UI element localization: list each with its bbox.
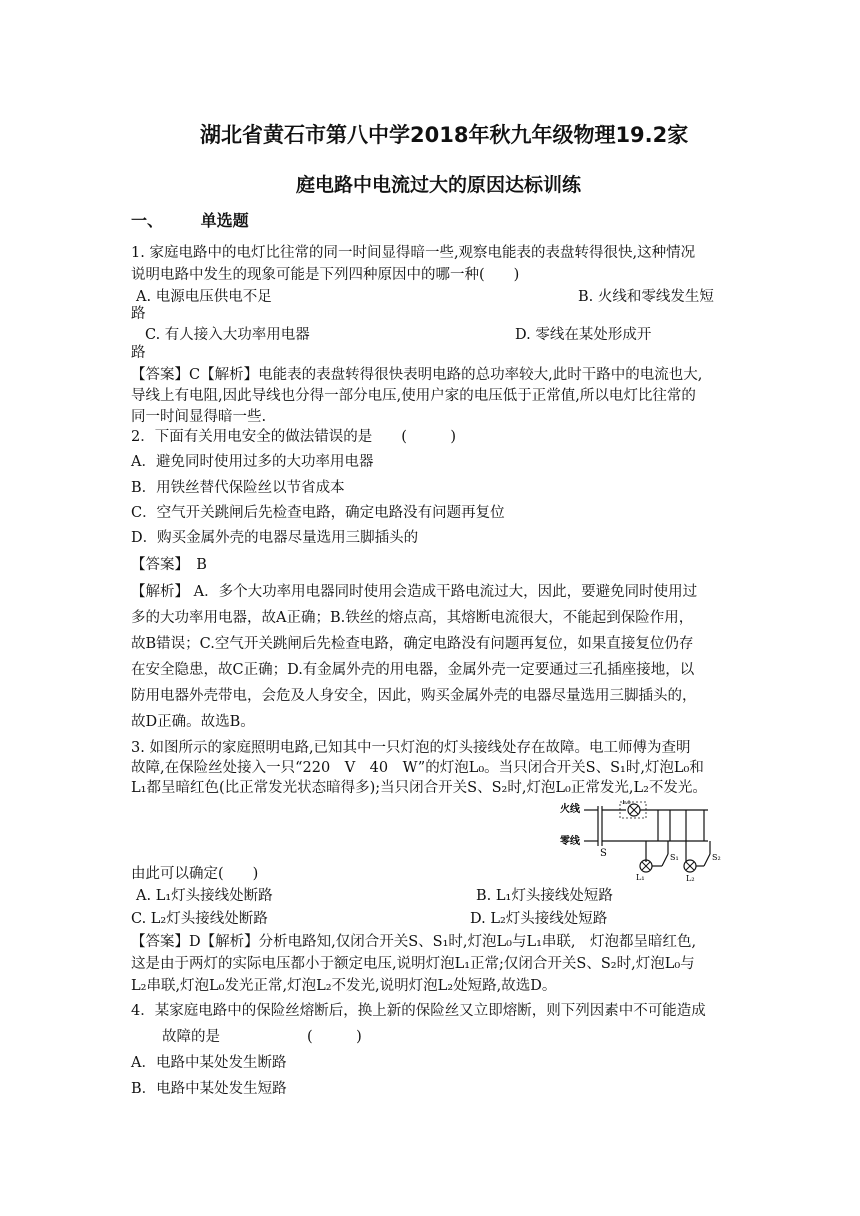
switch-s2-label: S₂: [712, 853, 721, 862]
q1-option-d-cont: 路: [131, 345, 146, 361]
switch-s1-icon: [662, 854, 668, 866]
q1-answer-line2: 导线上有电阻,因此导线也分得一部分电压,使用户家的电压低于正常值,所以电灯比往常的: [131, 388, 696, 404]
q2-explanation-line4: 在安全隐患，故C正确；D.有金属外壳的用电器，金属外壳一定要通过三孔插座接地，以: [131, 662, 695, 678]
q2-option-b: B．用铁丝替代保险丝以节省成本: [131, 480, 345, 496]
q3-option-c: C. L₂灯头接线处断路: [131, 911, 268, 927]
q1-stem-line1: 1. 家庭电路中的电灯比往常的同一时间显得暗一些,观察电能表的表盘转得很快,这种情况: [131, 245, 696, 261]
q1-option-a: A. 电源电压供电不足: [136, 289, 272, 305]
q3-answer-line2: 这是由于两灯的实际电压都小于额定电压,说明灯泡L₁正常;仅闭合开关S、S₂时,灯泡L₀与: [131, 956, 695, 972]
lamp-l0-label: L₀: [622, 800, 631, 806]
q1-option-d: D. 零线在某处形成开: [515, 327, 652, 343]
q2-explanation-line3: 故B错误；C.空气开关跳闸后先检查电路，确定电路没有问题再复位，如果直接复位仍存: [131, 636, 694, 652]
q1-answer-line1: 【答案】C【解析】电能表的表盘转得很快表明电路的总功率较大,此时干路中的电流也大,: [131, 367, 703, 383]
q4-option-a: A．电路中某处发生断路: [131, 1055, 287, 1071]
section-label: 单选题: [200, 211, 249, 230]
q2-stem: 2．下面有关用电安全的做法错误的是 ( ): [131, 429, 457, 445]
q2-answer: 【答案】 B: [131, 557, 207, 573]
q3-stem-line1: 3. 如图所示的家庭照明电路,已知其中一只灯泡的灯头接线处存在故障。电工师傅为查明: [131, 740, 691, 756]
q4-stem-line1: 4．某家庭电路中的保险丝熔断后，换上新的保险丝又立即熔断，则下列因素中不可能造成: [131, 1003, 706, 1019]
neutral-wire-label: 零线: [560, 836, 580, 847]
q3-answer-line3: L₂串联,灯泡L₀发光正常,灯泡L₂不发光,说明灯泡L₂处短路,故选D。: [131, 978, 557, 994]
lamp-l2-label: L₂: [686, 874, 695, 882]
q4-stem-line2: 故障的是 ( ): [162, 1029, 362, 1045]
q4-option-b: B．电路中某处发生短路: [131, 1081, 287, 1097]
q3-option-d: D. L₂灯头接线处短路: [470, 911, 608, 927]
q2-option-d: D．购买金属外壳的电器尽量选用三脚插头的: [131, 530, 419, 546]
q1-answer-line3: 同一时间显得暗一些.: [131, 409, 267, 425]
q1-stem-line2: 说明电路中发生的现象可能是下列四种原因中的哪一种( ): [131, 267, 520, 283]
q3-stem-line3: L₁都呈暗红色(比正常发光状态暗得多);当只闭合开关S、S₂时,灯泡L₀正常发光,L₂不发光。: [131, 780, 707, 796]
q2-explanation-line5: 防用电器外壳带电，会危及人身安全，因此，购买金属外壳的电器尽量选用三脚插头的，: [131, 688, 697, 704]
section-heading: [131, 208, 249, 231]
q3-stem-line4: 由此可以确定( ): [131, 866, 259, 882]
q1-option-c: C. 有人接入大功率用电器: [145, 327, 310, 343]
q2-option-c: C．空气开关跳闸后先检查电路，确定电路没有问题再复位: [131, 505, 505, 521]
q2-option-a: A．避免同时使用过多的大功率用电器: [131, 454, 374, 470]
switch-s-label: S: [600, 848, 607, 859]
switch-s2-icon: [704, 854, 710, 866]
q1-option-b: B. 火线和零线发生短: [578, 289, 714, 305]
q3-option-b: B. L₁灯头接线处短路: [476, 888, 613, 904]
q2-explanation-line2: 多的大功率用电器，故A正确；B.铁丝的熔点高，其熔断电流很大，不能起到保险作用，: [131, 610, 694, 626]
switch-s1-label: S₁: [670, 853, 679, 862]
lamp-l1-label: L₁: [636, 873, 645, 882]
q1-option-b-cont: 路: [131, 306, 146, 322]
q2-explanation-line6: 故D正确。故选B。: [131, 714, 255, 730]
live-wire-label: 火线: [560, 804, 580, 815]
q2-explanation-line1: 【解析】 A．多个大功率用电器同时使用会造成干路电流过大，因此，要避免同时使用过: [131, 584, 698, 600]
circuit-diagram: [558, 800, 728, 882]
q3-stem-line2: 故障,在保险丝处接入一只“220 V 40 W”的灯泡L₀。当只闭合开关S、S₁时,灯泡L₀和: [131, 760, 704, 776]
section-number: 一、: [131, 211, 164, 230]
document-title-line2: 庭电路中电流过大的原因达标训练: [296, 174, 582, 196]
q3-answer-line1: 【答案】D【解析】分析电路知,仅闭合开关S、S₁时,灯泡L₀与L₁串联, 灯泡都呈暗红色,: [131, 934, 697, 950]
q3-option-a: A. L₁灯头接线处断路: [136, 888, 273, 904]
document-title-line1: 湖北省黄石市第八中学2018年秋九年级物理19.2家: [200, 123, 689, 147]
